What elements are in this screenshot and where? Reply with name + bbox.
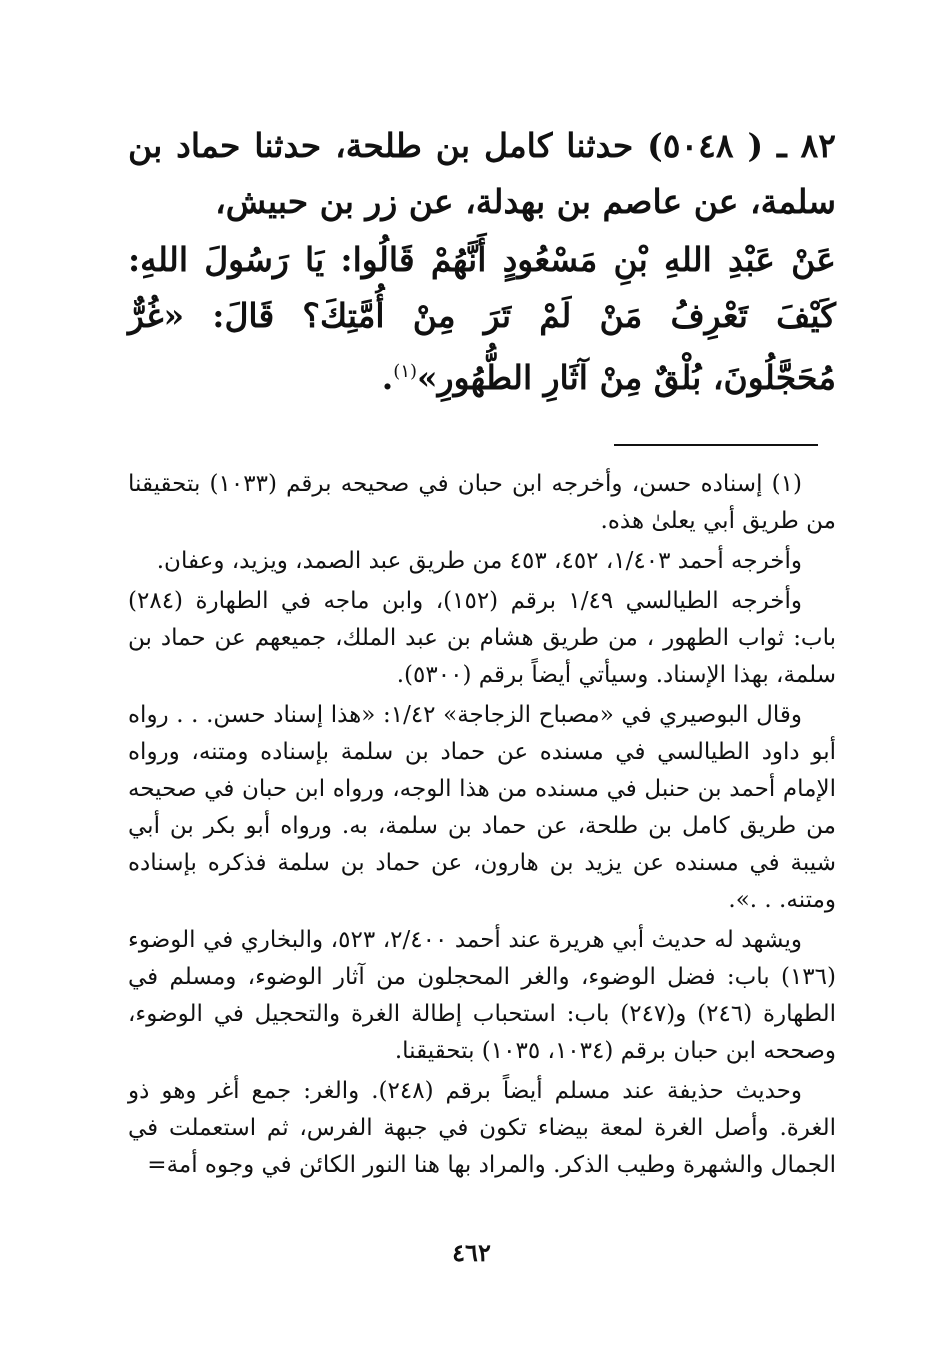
footnote-separator xyxy=(614,444,818,446)
footnote-marker: (١) xyxy=(393,361,418,382)
footnote-paragraph: وحديث حذيفة عند مسلم أيضاً برقم (٢٤٨). والغر: جمع أغر وهو ذو الغرة. وأصل الغرة لمعة بيضاء تكون في جبهة الفرس، ثم استعملت في الجمال والشهرة وطيب الذكر. والمراد بها هنا النور الكائن في وجوه أمة= xyxy=(128,1078,836,1178)
hadith-text-block xyxy=(128,232,836,406)
footnote-paragraph: ويشهد له حديث أبي هريرة عند أحمد ٢/٤٠٠، ٥٢٣، والبخاري في الوضوء (١٣٦) باب: فضل الوضوء، والغر المحجلون من آثار الوضوء، ومسلم في الطهارة (٢٤٦) و(٢٤٧) باب: استحباب إطالة الغرة والتحجيل في الوضوء، وصححه ابن حبان برقم (١٠٣٤، ١٠٣٥) بتحقيقنا. xyxy=(128,927,836,1064)
footnote-paragraph: وأخرجه أحمد ١/٤٠٣، ٤٥٢، ٤٥٣ من طريق عبد الصمد، ويزيد، وعفان. xyxy=(156,548,802,574)
footnotes xyxy=(128,466,836,1187)
hadith-chain xyxy=(128,118,836,230)
footnote-paragraph: وأخرجه الطيالسي ١/٤٩ برقم (١٥٢)، وابن ماجه في الطهارة (٢٨٤) باب: ثواب الطهور ، من طريق هشام بن عبد الملك، جميعهم عن حماد بن سلمة، بهذا الإسناد. وسيأتي أيضاً برقم (٥٣٠٠). xyxy=(128,588,836,688)
isnad-text: ٨٢ ـ ( ٥٠٤٨) حدثنا كامل بن طلحة، حدثنا حماد بن سلمة، عن عاصم بن بهدلة، عن زر بن حبيش، xyxy=(128,126,836,221)
page-number: ٤٦٢ xyxy=(452,1238,491,1267)
matn-text: عَنْ عَبْدِ اللهِ بْنِ مَسْعُودٍ أَنَّهُمْ قَالُوا: يَا رَسُولَ اللهِ: كَيْفَ تَعْرِفُ مَنْ لَمْ تَرَ مِنْ أُمَّتِكَ؟ قَالَ: «غُرٌّ مُحَجَّلُونَ، بُلْقٌ مِنْ آثَارِ الطُّهُورِ» xyxy=(128,240,836,397)
footnote-paragraph: وقال البوصيري في «مصباح الزجاجة» ١/٤٢: «هذا إسناد حسن. . . رواه أبو داود الطيالسي في مسنده عن حماد بن سلمة بإسناده ومتنه، ورواه الإمام أحمد بن حنبل في مسنده من هذا الوجه، ورواه ابن حبان في صحيحه من طريق كامل بن طلحة، عن حماد بن سلمة، به. ورواه أبو بكر بن أبي شيبة في مسنده عن يزيد بن هارون، عن حماد بن سلمة فذكره بإسناده ومتنه. . .». xyxy=(128,702,836,913)
footnote-paragraph: (١) إسناده حسن، وأخرجه ابن حبان في صحيحه برقم (١٠٣٣) بتحقيقنا من طريق أبي يعلىٰ هذه. xyxy=(128,471,836,534)
hadith-end-punct: . xyxy=(381,358,394,397)
